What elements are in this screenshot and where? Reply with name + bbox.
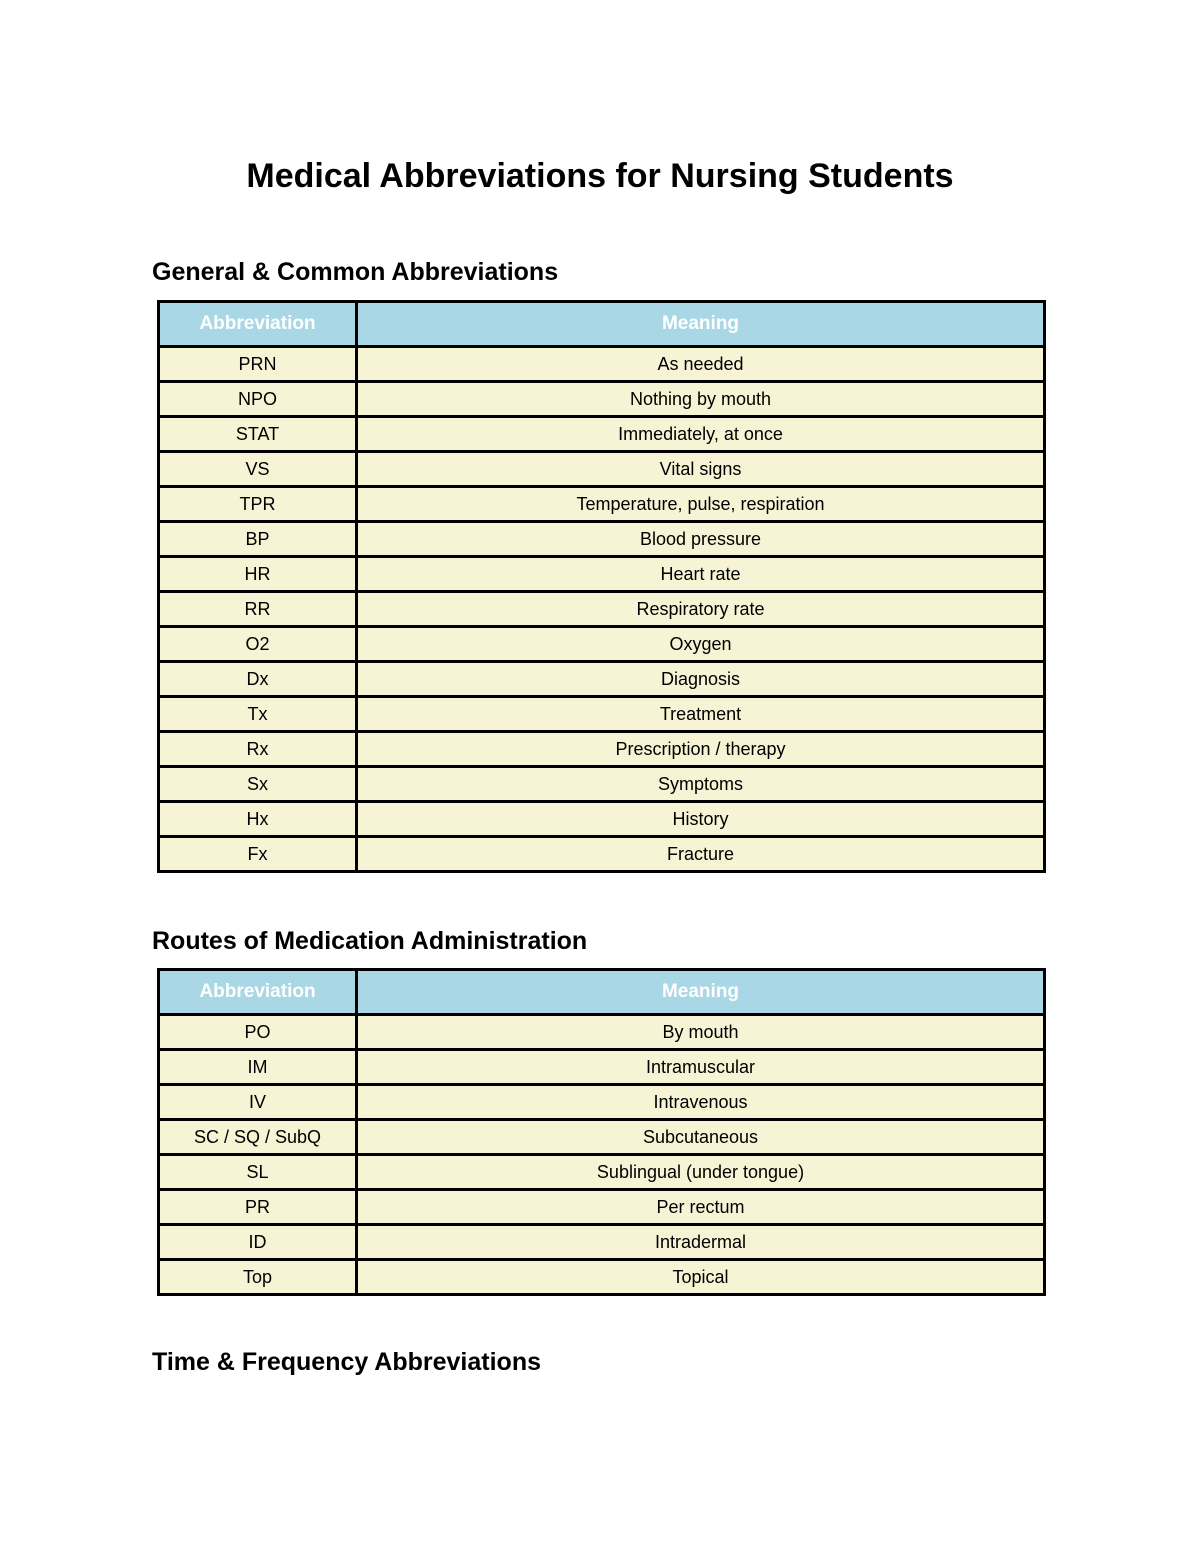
table-row [159,767,1045,802]
table-row [159,1015,1045,1050]
meaning-cell: Oxygen [357,627,1045,662]
meaning-cell: By mouth [357,1015,1045,1050]
abbreviation-cell: Fx [159,837,357,872]
abbreviation-cell: Dx [159,662,357,697]
abbreviation-cell: O2 [159,627,357,662]
abbreviation-cell: Hx [159,802,357,837]
abbreviation-cell: SC / SQ / SubQ [159,1120,357,1155]
table-row [159,1225,1045,1260]
table-row [159,1155,1045,1190]
abbreviation-cell: VS [159,452,357,487]
abbreviation-cell: TPR [159,487,357,522]
meaning-cell: Diagnosis [357,662,1045,697]
routes-table-wrap [157,968,1043,1296]
abbreviation-cell: Top [159,1260,357,1295]
meaning-cell: History [357,802,1045,837]
meaning-cell: Subcutaneous [357,1120,1045,1155]
abbreviation-cell: NPO [159,382,357,417]
table-row [159,662,1045,697]
table-row [159,837,1045,872]
abbreviation-cell: ID [159,1225,357,1260]
meaning-cell: Per rectum [357,1190,1045,1225]
table-row [159,522,1045,557]
table-row [159,802,1045,837]
page-title: Medical Abbreviations for Nursing Students [246,157,954,195]
table-row [159,417,1045,452]
table-header-row [159,970,1045,1015]
table-row [159,732,1045,767]
meaning-cell: Prescription / therapy [357,732,1045,767]
table-row [159,1085,1045,1120]
meaning-cell: Respiratory rate [357,592,1045,627]
meaning-cell: Topical [357,1260,1045,1295]
table-row [159,697,1045,732]
table-row [159,382,1045,417]
general-abbreviations-table-wrap [157,300,1043,873]
meaning-cell: Treatment [357,697,1045,732]
table-row [159,1120,1045,1155]
abbreviation-cell: BP [159,522,357,557]
column-header-meaning: Meaning [357,970,1045,1015]
table-row [159,452,1045,487]
meaning-cell: Symptoms [357,767,1045,802]
meaning-cell: Fracture [357,837,1045,872]
meaning-cell: Nothing by mouth [357,382,1045,417]
table-row [159,487,1045,522]
meaning-cell: Temperature, pulse, respiration [357,487,1045,522]
column-header-meaning: Meaning [357,302,1045,347]
table-row [159,592,1045,627]
abbreviation-cell: SL [159,1155,357,1190]
meaning-cell: Sublingual (under tongue) [357,1155,1045,1190]
section-heading-routes: Routes of Medication Administration [152,927,588,955]
abbreviation-cell: Tx [159,697,357,732]
section-heading-general: General & Common Abbreviations [152,258,559,286]
abbreviation-cell: PR [159,1190,357,1225]
meaning-cell: Intramuscular [357,1050,1045,1085]
meaning-cell: Heart rate [357,557,1045,592]
meaning-cell: Vital signs [357,452,1045,487]
meaning-cell: Intradermal [357,1225,1045,1260]
routes-table [157,968,1046,1296]
meaning-cell: Intravenous [357,1085,1045,1120]
table-row [159,1190,1045,1225]
table-row [159,1260,1045,1295]
abbreviation-cell: Sx [159,767,357,802]
table-row [159,1050,1045,1085]
abbreviation-cell: STAT [159,417,357,452]
table-row [159,347,1045,382]
section-heading-time-frequency: Time & Frequency Abbreviations [152,1348,541,1376]
meaning-cell: As needed [357,347,1045,382]
abbreviation-cell: PRN [159,347,357,382]
column-header-abbreviation: Abbreviation [159,970,357,1015]
meaning-cell: Blood pressure [357,522,1045,557]
abbreviation-cell: IV [159,1085,357,1120]
table-row [159,557,1045,592]
abbreviation-cell: Rx [159,732,357,767]
general-abbreviations-table [157,300,1046,873]
table-header-row [159,302,1045,347]
abbreviation-cell: IM [159,1050,357,1085]
table-row [159,627,1045,662]
abbreviation-cell: RR [159,592,357,627]
column-header-abbreviation: Abbreviation [159,302,357,347]
abbreviation-cell: HR [159,557,357,592]
abbreviation-cell: PO [159,1015,357,1050]
meaning-cell: Immediately, at once [357,417,1045,452]
